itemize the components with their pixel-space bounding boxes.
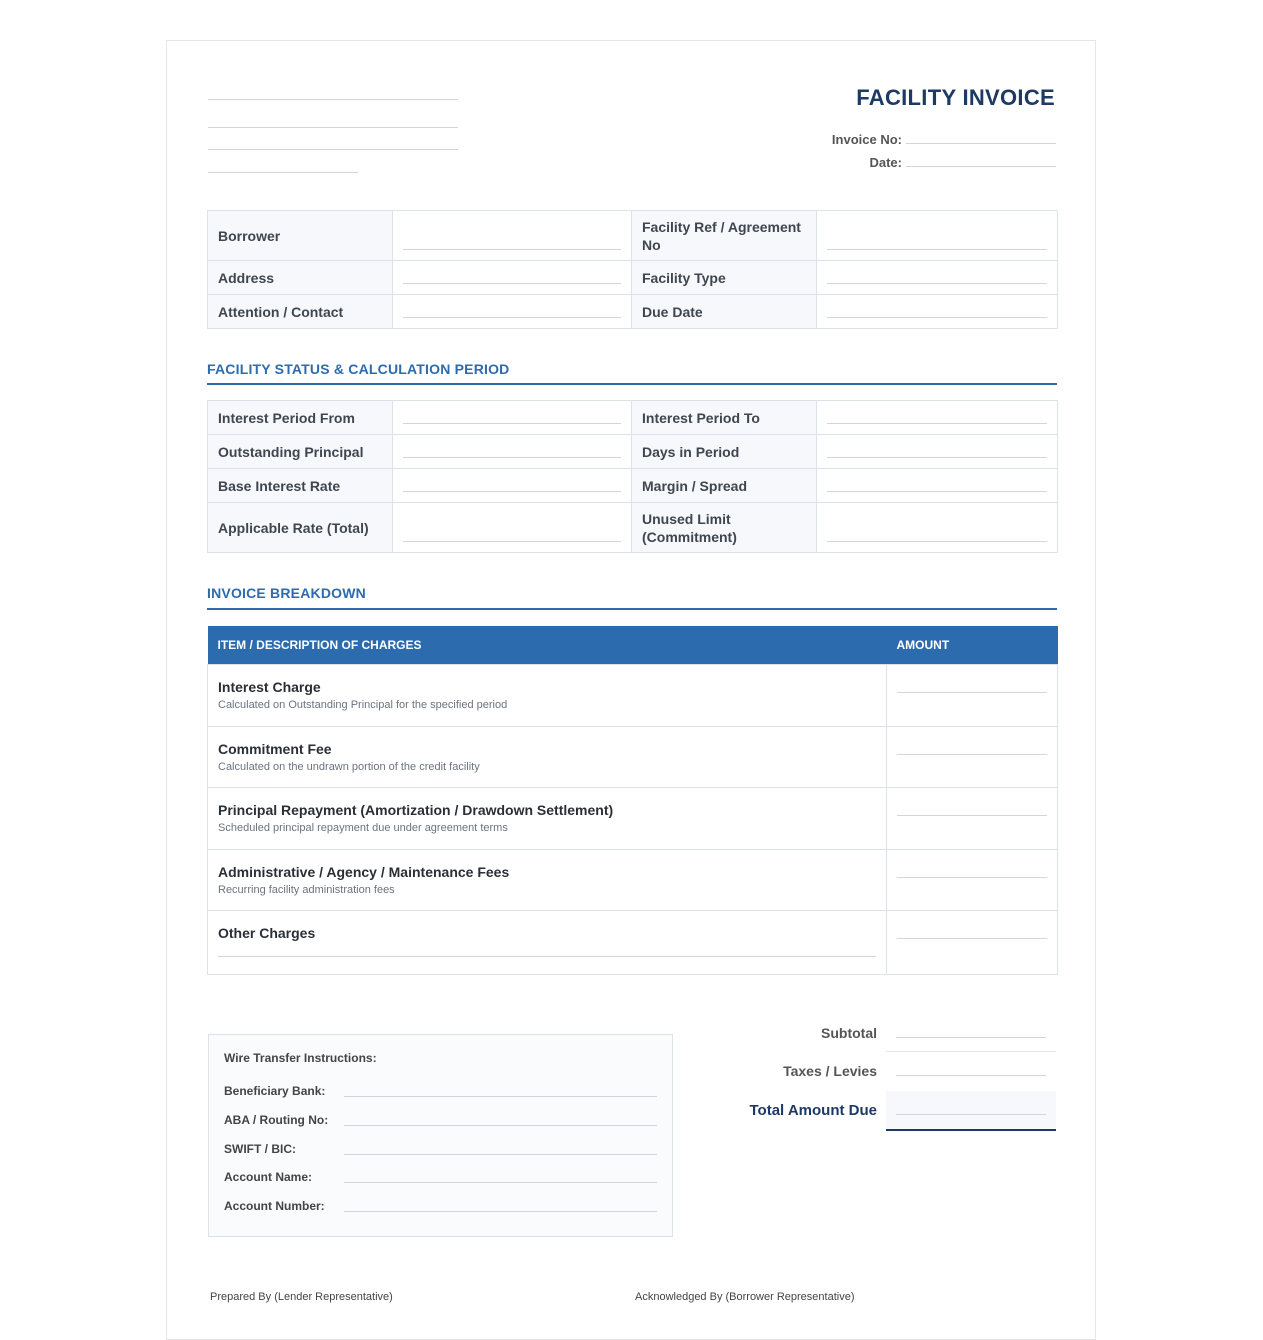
interest-period-from-field[interactable] bbox=[393, 401, 632, 435]
due-date-label: Due Date bbox=[632, 295, 817, 329]
base-interest-rate-label: Base Interest Rate bbox=[208, 469, 393, 503]
subtotal-label: Subtotal bbox=[821, 1025, 877, 1041]
admin-fees-amount[interactable] bbox=[887, 850, 1058, 911]
facility-type-field[interactable] bbox=[817, 261, 1058, 295]
interest-period-to-label: Interest Period To bbox=[632, 401, 817, 435]
taxes-field[interactable] bbox=[896, 1075, 1046, 1076]
wire-title: Wire Transfer Instructions: bbox=[224, 1051, 377, 1065]
facility-ref-label: Facility Ref / Agreement No bbox=[632, 211, 817, 261]
attention-field[interactable] bbox=[393, 295, 632, 329]
item-cell bbox=[208, 788, 887, 850]
due-date-field[interactable] bbox=[817, 295, 1058, 329]
status-section-rule bbox=[207, 383, 1057, 385]
interest-period-to-field[interactable] bbox=[817, 401, 1058, 435]
address-label: Address bbox=[208, 261, 393, 295]
principal-repayment-amount[interactable] bbox=[887, 788, 1058, 850]
item-description: Calculated on the undrawn portion of the credit facility bbox=[218, 761, 480, 773]
amount-column-header: AMOUNT bbox=[887, 626, 1058, 665]
table-row bbox=[208, 911, 1058, 975]
swift-bic-label: SWIFT / BIC: bbox=[224, 1142, 296, 1156]
status-table bbox=[207, 400, 1058, 553]
item-cell bbox=[208, 850, 887, 911]
item-cell bbox=[208, 727, 887, 788]
status-section-title: FACILITY STATUS & CALCULATION PERIOD bbox=[207, 361, 510, 377]
subtotal-divider bbox=[886, 1051, 1056, 1052]
applicable-rate-label: Applicable Rate (Total) bbox=[208, 503, 393, 553]
table-row bbox=[208, 850, 1058, 911]
item-title: Commitment Fee bbox=[218, 741, 332, 757]
breakdown-table bbox=[207, 626, 1058, 975]
total-amount-label: Total Amount Due bbox=[749, 1102, 877, 1119]
aba-routing-label: ABA / Routing No: bbox=[224, 1113, 329, 1127]
unused-limit-field[interactable] bbox=[817, 503, 1058, 553]
document-title: FACILITY INVOICE bbox=[856, 85, 1055, 110]
borrower-field[interactable] bbox=[393, 211, 632, 261]
margin-spread-label: Margin / Spread bbox=[632, 469, 817, 503]
acknowledged-by-label: Acknowledged By (Borrower Representative) bbox=[635, 1291, 855, 1303]
date-label: Date: bbox=[869, 155, 902, 170]
item-title: Administrative / Agency / Maintenance Fees bbox=[218, 864, 510, 880]
base-interest-rate-field[interactable] bbox=[393, 469, 632, 503]
wire-instructions-box bbox=[208, 1034, 673, 1237]
total-amount-box[interactable] bbox=[886, 1091, 1056, 1131]
table-row bbox=[208, 727, 1058, 788]
account-name-label: Account Name: bbox=[224, 1170, 313, 1184]
item-title: Interest Charge bbox=[218, 679, 321, 695]
invoice-page bbox=[166, 40, 1096, 1340]
prepared-by-label: Prepared By (Lender Representative) bbox=[210, 1291, 393, 1303]
other-charges-description-field[interactable] bbox=[218, 956, 876, 957]
beneficiary-bank-field[interactable] bbox=[344, 1096, 657, 1097]
address-line-4[interactable] bbox=[208, 172, 358, 173]
parties-table bbox=[207, 210, 1058, 329]
taxes-label: Taxes / Levies bbox=[783, 1063, 877, 1079]
commitment-fee-amount[interactable] bbox=[887, 727, 1058, 788]
account-number-field[interactable] bbox=[344, 1211, 657, 1212]
interest-charge-amount[interactable] bbox=[887, 665, 1058, 727]
outstanding-principal-label: Outstanding Principal bbox=[208, 435, 393, 469]
days-in-period-field[interactable] bbox=[817, 435, 1058, 469]
invoice-no-field[interactable] bbox=[906, 143, 1056, 144]
item-title: Other Charges bbox=[218, 925, 316, 941]
account-name-field[interactable] bbox=[344, 1182, 657, 1183]
item-description: Recurring facility administration fees bbox=[218, 884, 395, 896]
subtotal-field[interactable] bbox=[896, 1037, 1046, 1038]
interest-period-from-label: Interest Period From bbox=[208, 401, 393, 435]
aba-routing-field[interactable] bbox=[344, 1125, 657, 1126]
item-description: Scheduled principal repayment due under agreement terms bbox=[218, 822, 508, 834]
other-charges-amount[interactable] bbox=[887, 911, 1058, 975]
address-field[interactable] bbox=[393, 261, 632, 295]
date-field[interactable] bbox=[906, 166, 1056, 167]
applicable-rate-field[interactable] bbox=[393, 503, 632, 553]
facility-type-label: Facility Type bbox=[632, 261, 817, 295]
outstanding-principal-field[interactable] bbox=[393, 435, 632, 469]
table-row bbox=[208, 788, 1058, 850]
address-line-2[interactable] bbox=[208, 127, 458, 128]
item-column-header: ITEM / DESCRIPTION OF CHARGES bbox=[208, 626, 887, 665]
item-cell bbox=[208, 665, 887, 727]
borrower-label: Borrower bbox=[208, 211, 393, 261]
total-amount-field[interactable] bbox=[896, 1114, 1046, 1115]
beneficiary-bank-label: Beneficiary Bank: bbox=[224, 1084, 326, 1098]
item-title: Principal Repayment (Amortization / Drawdown Settlement) bbox=[218, 802, 614, 818]
breakdown-section-title: INVOICE BREAKDOWN bbox=[207, 585, 366, 601]
invoice-no-label: Invoice No: bbox=[831, 132, 902, 147]
swift-bic-field[interactable] bbox=[344, 1154, 657, 1155]
account-number-label: Account Number: bbox=[224, 1199, 325, 1213]
address-line-3[interactable] bbox=[208, 149, 458, 150]
item-cell[interactable] bbox=[208, 911, 887, 975]
margin-spread-field[interactable] bbox=[817, 469, 1058, 503]
days-in-period-label: Days in Period bbox=[632, 435, 817, 469]
facility-ref-field[interactable] bbox=[817, 211, 1058, 261]
item-description: Calculated on Outstanding Principal for the specified period bbox=[218, 699, 508, 711]
attention-label: Attention / Contact bbox=[208, 295, 393, 329]
breakdown-section-rule bbox=[207, 608, 1057, 610]
table-row bbox=[208, 665, 1058, 727]
unused-limit-label: Unused Limit (Commitment) bbox=[632, 503, 817, 553]
